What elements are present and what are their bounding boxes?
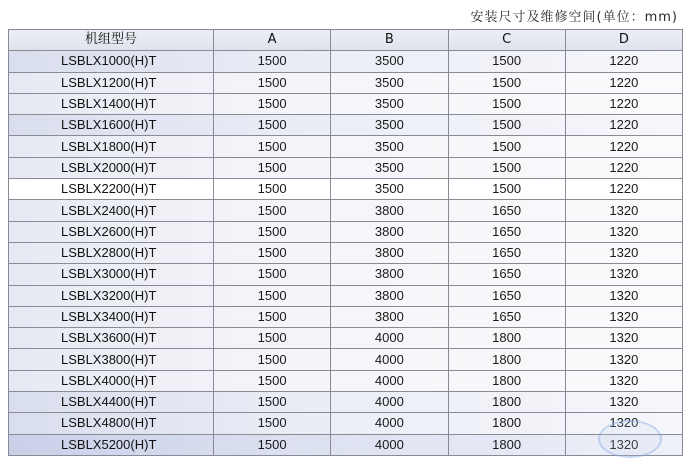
- cell-c: 1800: [448, 392, 565, 413]
- table-body: [9, 51, 683, 456]
- table-row: [9, 179, 683, 200]
- cell-d: 1220: [565, 115, 682, 136]
- cell-b: 3800: [331, 306, 448, 327]
- cell-a: 1500: [214, 413, 331, 434]
- cell-b: 3500: [331, 72, 448, 93]
- cell-d: 1320: [565, 242, 682, 263]
- cell-c: 1500: [448, 72, 565, 93]
- cell-d: 1320: [565, 370, 682, 391]
- cell-b: 4000: [331, 413, 448, 434]
- cell-a: 1500: [214, 200, 331, 221]
- cell-b: 4000: [331, 328, 448, 349]
- cell-model: LSBLX1400(H)T: [9, 93, 214, 114]
- cell-d: 1220: [565, 157, 682, 178]
- cell-model: LSBLX1000(H)T: [9, 51, 214, 72]
- cell-d: 1320: [565, 328, 682, 349]
- cell-a: 1500: [214, 392, 331, 413]
- cell-a: 1500: [214, 136, 331, 157]
- table-row: [9, 413, 683, 434]
- cell-b: 3800: [331, 221, 448, 242]
- cell-c: 1650: [448, 200, 565, 221]
- cell-b: 3800: [331, 242, 448, 263]
- cell-c: 1650: [448, 285, 565, 306]
- cell-c: 1650: [448, 221, 565, 242]
- cell-d: 1220: [565, 179, 682, 200]
- table-row: [9, 221, 683, 242]
- table-row: [9, 434, 683, 455]
- cell-model: LSBLX3800(H)T: [9, 349, 214, 370]
- table-row: [9, 306, 683, 327]
- cell-d: 1220: [565, 136, 682, 157]
- dimensions-table-container: [8, 29, 683, 456]
- cell-b: 4000: [331, 434, 448, 455]
- cell-model: LSBLX5200(H)T: [9, 434, 214, 455]
- cell-b: 3800: [331, 285, 448, 306]
- cell-a: 1500: [214, 72, 331, 93]
- table-row: [9, 93, 683, 114]
- dimensions-table: [8, 29, 683, 456]
- table-row: [9, 328, 683, 349]
- cell-a: 1500: [214, 157, 331, 178]
- cell-a: 1500: [214, 221, 331, 242]
- cell-model: LSBLX2000(H)T: [9, 157, 214, 178]
- cell-a: 1500: [214, 242, 331, 263]
- cell-b: 3500: [331, 179, 448, 200]
- cell-model: LSBLX3200(H)T: [9, 285, 214, 306]
- cell-b: 4000: [331, 392, 448, 413]
- cell-model: LSBLX4400(H)T: [9, 392, 214, 413]
- cell-a: 1500: [214, 349, 331, 370]
- cell-a: 1500: [214, 328, 331, 349]
- cell-d: 1220: [565, 93, 682, 114]
- cell-a: 1500: [214, 285, 331, 306]
- cell-b: 4000: [331, 370, 448, 391]
- header-d: D: [565, 30, 682, 51]
- cell-d: 1320: [565, 349, 682, 370]
- table-row: [9, 200, 683, 221]
- cell-d: 1320: [565, 392, 682, 413]
- table-row: [9, 349, 683, 370]
- header-a: A: [214, 30, 331, 51]
- cell-model: LSBLX3000(H)T: [9, 264, 214, 285]
- cell-c: 1500: [448, 51, 565, 72]
- cell-a: 1500: [214, 51, 331, 72]
- cell-model: LSBLX1200(H)T: [9, 72, 214, 93]
- table-row: [9, 392, 683, 413]
- cell-b: 3800: [331, 200, 448, 221]
- cell-c: 1650: [448, 242, 565, 263]
- cell-c: 1800: [448, 413, 565, 434]
- cell-a: 1500: [214, 115, 331, 136]
- cell-c: 1500: [448, 115, 565, 136]
- cell-model: LSBLX4800(H)T: [9, 413, 214, 434]
- cell-a: 1500: [214, 370, 331, 391]
- header-model: 机组型号: [9, 30, 214, 51]
- watermark-stamp: [598, 420, 662, 458]
- cell-model: LSBLX2400(H)T: [9, 200, 214, 221]
- cell-c: 1800: [448, 349, 565, 370]
- cell-d: 1320: [565, 264, 682, 285]
- cell-model: LSBLX2800(H)T: [9, 242, 214, 263]
- cell-d: 1320: [565, 285, 682, 306]
- table-row: [9, 115, 683, 136]
- cell-model: LSBLX4000(H)T: [9, 370, 214, 391]
- header-b: B: [331, 30, 448, 51]
- cell-c: 1800: [448, 370, 565, 391]
- table-row: [9, 136, 683, 157]
- cell-b: 3800: [331, 264, 448, 285]
- table-caption: 安装尺寸及维修空间(单位：mm): [470, 10, 678, 25]
- cell-b: 3500: [331, 136, 448, 157]
- table-row: [9, 242, 683, 263]
- cell-model: LSBLX1800(H)T: [9, 136, 214, 157]
- cell-model: LSBLX3600(H)T: [9, 328, 214, 349]
- header-c: C: [448, 30, 565, 51]
- cell-d: 1320: [565, 413, 682, 434]
- cell-b: 3500: [331, 157, 448, 178]
- cell-c: 1650: [448, 264, 565, 285]
- cell-c: 1800: [448, 328, 565, 349]
- cell-a: 1500: [214, 264, 331, 285]
- cell-c: 1500: [448, 93, 565, 114]
- cell-d: 1220: [565, 51, 682, 72]
- cell-c: 1800: [448, 434, 565, 455]
- cell-d: 1320: [565, 434, 682, 455]
- cell-a: 1500: [214, 434, 331, 455]
- cell-model: LSBLX3400(H)T: [9, 306, 214, 327]
- table-row: [9, 285, 683, 306]
- cell-a: 1500: [214, 179, 331, 200]
- cell-c: 1650: [448, 306, 565, 327]
- cell-c: 1500: [448, 136, 565, 157]
- cell-c: 1500: [448, 157, 565, 178]
- cell-a: 1500: [214, 93, 331, 114]
- cell-d: 1320: [565, 306, 682, 327]
- cell-d: 1220: [565, 72, 682, 93]
- table-row: [9, 157, 683, 178]
- cell-a: 1500: [214, 306, 331, 327]
- cell-d: 1320: [565, 200, 682, 221]
- table-row: [9, 51, 683, 72]
- cell-b: 3500: [331, 115, 448, 136]
- table-row: [9, 72, 683, 93]
- cell-model: LSBLX2600(H)T: [9, 221, 214, 242]
- header-row: [9, 30, 683, 51]
- cell-c: 1500: [448, 179, 565, 200]
- cell-model: LSBLX2200(H)T: [9, 179, 214, 200]
- table-row: [9, 370, 683, 391]
- table-row: [9, 264, 683, 285]
- cell-d: 1320: [565, 221, 682, 242]
- cell-b: 3500: [331, 93, 448, 114]
- cell-b: 3500: [331, 51, 448, 72]
- cell-model: LSBLX1600(H)T: [9, 115, 214, 136]
- cell-b: 4000: [331, 349, 448, 370]
